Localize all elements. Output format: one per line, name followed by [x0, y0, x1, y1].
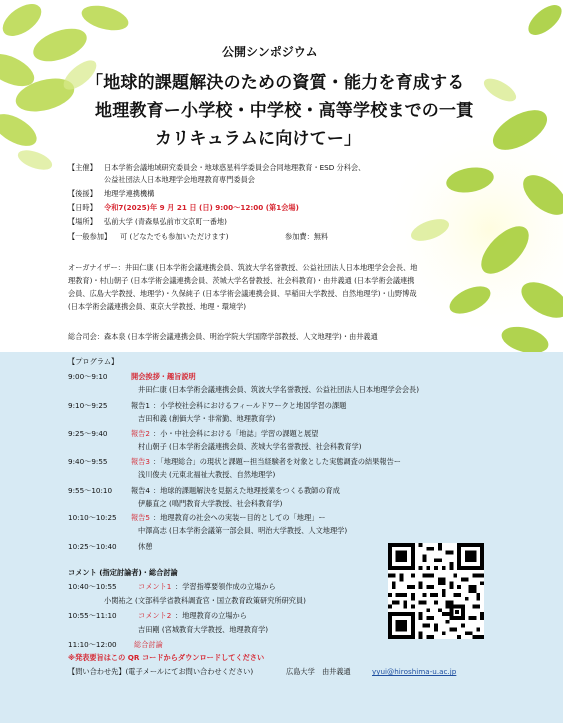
discussion-speaker: 吉田剛 (宮城教育大学教授、地理教育学): [138, 625, 269, 634]
program-label: 報告2: [131, 429, 150, 438]
contact-name: 広島大学 由井義通: [286, 667, 351, 676]
discussion-label: コメント1: [138, 582, 172, 591]
organizers-line-1: オーガナイザー：井田仁康 (日本学術会議連携会員、筑波大学名誉教授、公益社団法人日本地理学会会長、地: [68, 263, 418, 272]
program-time: 9:55～10:10: [68, 486, 113, 495]
discussion-time: 10:40～10:55: [68, 582, 117, 591]
fee: 参加費：無料: [285, 232, 329, 241]
discussion-text: ：地理教育の立場から: [175, 611, 247, 620]
discussion-label: コメント2: [138, 611, 172, 620]
discussion-text: ：学習指導要領作成の立場から: [175, 582, 276, 591]
program-time: 9:25～9:40: [68, 429, 108, 438]
place-label: 【場所】: [68, 217, 97, 226]
event-place: 弘前大学 (青森県弘前市文京町一番地): [104, 217, 227, 226]
audience-label: 【一般参加】: [68, 232, 112, 241]
program-speaker: 中澤高志 (日本学術会議第一部会員、明治大学教授、人文地理学): [138, 526, 348, 535]
program-text: ：地理教育の社会への実装ー目的としての「地理」ー: [153, 513, 326, 522]
header-section: [0, 0, 563, 352]
event-date: 令和7(2025)年 9 月 21 日 (日) 9:00～12:00 (第1会場): [104, 203, 299, 212]
program-time: 10:10～10:25: [68, 513, 117, 522]
contact-email[interactable]: yyui@hiroshima-u.ac.jp: [372, 667, 457, 676]
title-line-2: 地理教育ー小学校・中学校・高等学校までの一貫: [95, 101, 474, 121]
audience: 可 (どなたでも参加いただけます): [120, 232, 229, 241]
discussion-time: 11:10～12:00: [68, 640, 117, 649]
program-heading: 【プログラム】: [68, 357, 119, 366]
qr-code-icon[interactable]: [388, 543, 484, 639]
program-speaker: 伊藤直之 (鳴門教育大学教授、社会科教育学): [138, 499, 283, 508]
discussion-time: 10:55～11:10: [68, 611, 117, 620]
organizers-line-4: (日本学術会議連携会員、東京大学教授、地理・環境学): [68, 302, 247, 311]
discussion-speaker: 小関祐之 (文部科学省教科調査官・国立教育政策研究所研究員): [104, 596, 306, 605]
subtitle: 公開シンポジウム: [222, 45, 318, 59]
program-label: 報告3: [131, 457, 150, 466]
discussion-label: 総合討論: [134, 640, 163, 649]
discussion-heading: コメント (指定討論者)・総合討論: [68, 568, 178, 577]
program-text: ：小学校社会科におけるフィールドワークと地図学習の課題: [153, 401, 347, 410]
program-label: 開会挨拶・趣旨説明: [131, 372, 196, 381]
program-time: 10:25～10:40: [68, 542, 117, 551]
organizers-line-2: 理教育)・村山朝子 (日本学術会議連携会員、茨城大学名誉教授、社会科教育)・由井義通 (日本学術会議連携: [68, 276, 415, 285]
program-speaker: 井田仁康 (日本学術会議連携会員、筑波大学名誉教授、公益社団法人日本地理学会会長): [138, 385, 420, 394]
organizer-line-1: 日本学術会議地域研究委員会・地球惑星科学委員会合同地理教育・ESD 分科会、: [104, 163, 366, 172]
sponsor: 地理学連携機構: [104, 189, 155, 198]
program-speaker: 村山朝子 (日本学術会議連携会員、茨城大学名誉教授、社会科教育学): [138, 442, 362, 451]
program-label: 報告5: [131, 513, 150, 522]
date-label: 【日時】: [68, 203, 97, 212]
qr-notice: ※発表要旨はこの QR コードからダウンロードしてください: [68, 653, 265, 662]
program-text: ：「地理総合」の現状と課題ー担当経験者を対象とした実態調査の結果報告ー: [153, 457, 401, 466]
organizer-label: 【主催】: [68, 163, 97, 172]
program-label: 報告4: [131, 486, 150, 495]
program-speaker: 吉田和義 (創価大学・非常勤、地理教育学): [138, 414, 276, 423]
program-text: ：小・中社会科における「地誌」学習の課題と展望: [153, 429, 319, 438]
title-line-3: カリキュラムに向けてー」: [155, 129, 362, 149]
program-time: 9:00～9:10: [68, 372, 108, 381]
program-label: 報告1: [131, 401, 150, 410]
program-speaker: 浅川俊夫 (元東北福祉大教授、自然地理学): [138, 470, 276, 479]
title-line-1: 「地球的課題解決のための資質・能力を育成する: [86, 73, 465, 93]
program-time: 9:40～9:55: [68, 457, 108, 466]
program-time: 9:10～9:25: [68, 401, 108, 410]
moderator: 総合司会：森本泉 (日本学術会議連携会員、明治学院大学国際学部教授、人文地理学)・由井義通: [68, 332, 378, 341]
sponsor-label: 【後援】: [68, 189, 97, 198]
program-text: ：地球的課題解決を見据えた地理授業をつくる教師の育成: [153, 486, 340, 495]
organizers-line-3: 会員、広島大学教授、地理学)・久保純子 (日本学術会議連携会員、早稲田大学教授、自然地理学)・山野博哉: [68, 289, 417, 298]
contact-label: 【問い合わせ先】(電子メールにてお問い合わせください): [68, 667, 254, 676]
program-label: 休憩: [138, 542, 153, 551]
organizer-line-2: 公益社団法人日本地理学会地理教育専門委員会: [104, 175, 255, 184]
